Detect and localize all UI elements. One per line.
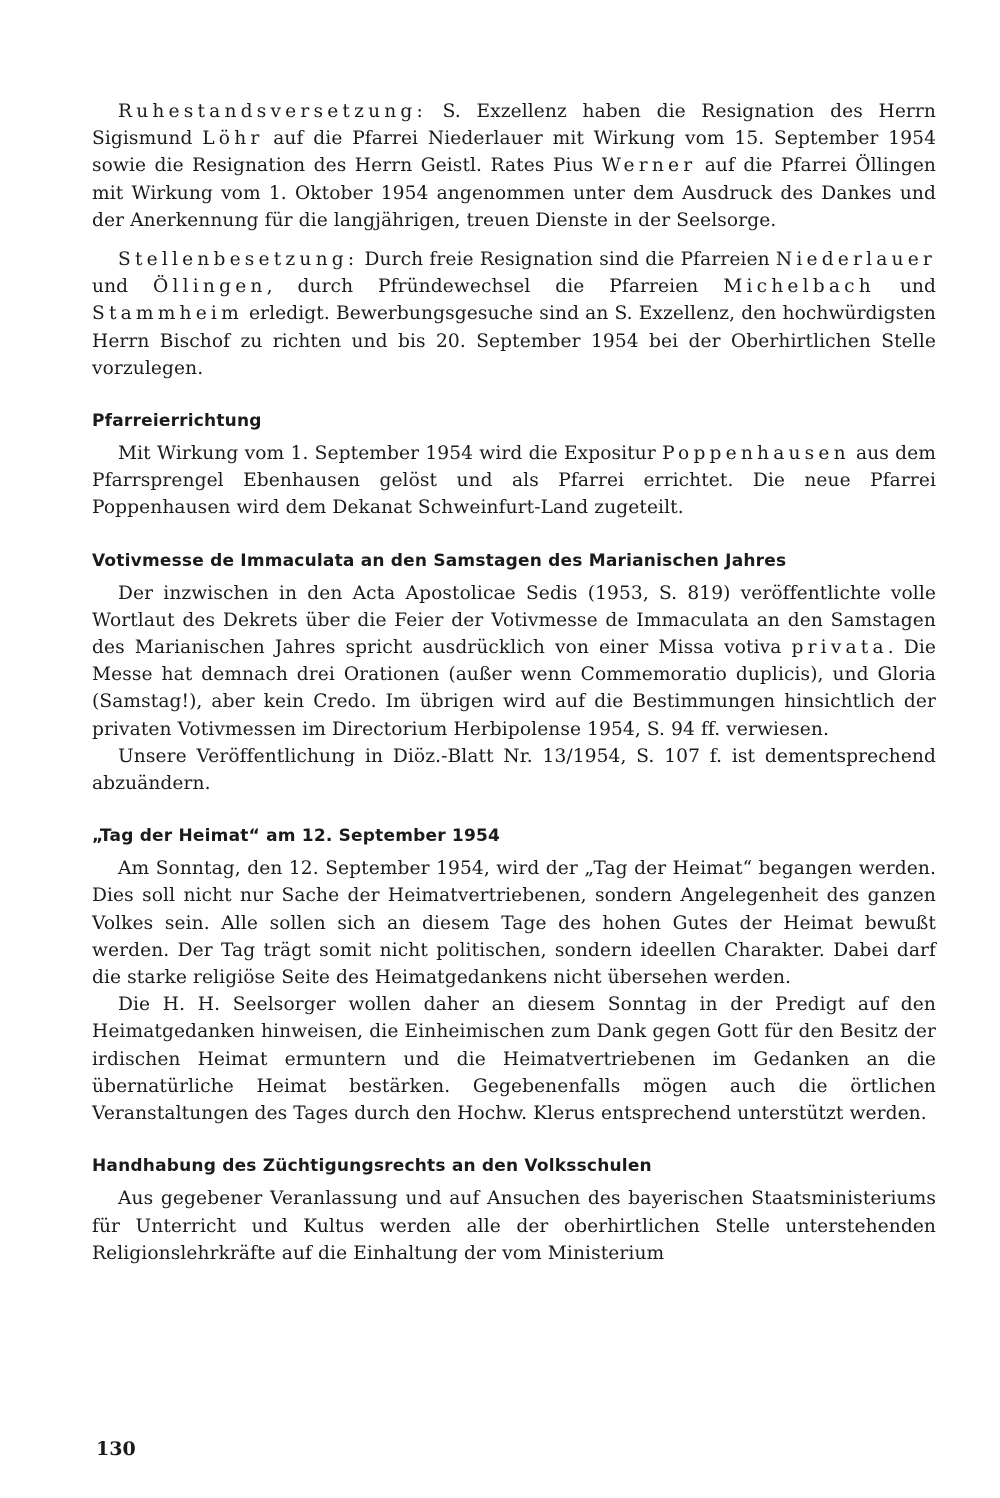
paragraph-text: S. Exzellenz haben die Resignation des Herrn Sigismund xyxy=(92,101,936,150)
spaced-place: Poppenhausen xyxy=(662,443,850,465)
spaced-place: Öllingen xyxy=(153,276,267,298)
heading-zuechtigungsrecht: Handhabung des Züchtigungsrechts an den Volksschulen xyxy=(92,1156,652,1177)
paragraph-text: Mit Wirkung vom 1. September 1954 wird die Expositur xyxy=(118,443,663,465)
spaced-place: Stammheim xyxy=(92,303,243,325)
page-number: 130 xyxy=(96,1438,136,1460)
spaced-place: Niederlauer xyxy=(775,249,936,271)
paragraph-ruhestandsversetzung xyxy=(92,98,936,234)
paragraph-text: auf die Pfarrei Öllingen mit Wirkung vom 1. Oktober 1954 angenommen unter dem Ausdruck des Dankes und der Anerkennung für die langjährigen, treuen Dienste in der Seelsorge. xyxy=(92,155,936,231)
paragraph-text: Der inzwischen in den Acta Apostolicae Sedis (1953, S. 819) veröffentlichte volle Wortlaut des Dekrets über die Feier der Votivmesse de Immaculata an den Samstagen des Marianischen Jahres spricht ausdrücklich von einer Missa votiva xyxy=(92,582,936,659)
paragraph-text: . Die Messe hat demnach drei Orationen (außer wenn Commemoratio duplicis), und Gloria (Samstag!), aber kein Credo. Im übrigen wird auf die Bestimmungen hinsichtlich der privaten Votivmessen im Directorium Herbipolense 1954, S. 94 ff. verwiesen. xyxy=(92,637,937,740)
paragraph-votivmesse-correction: Unsere Veröffentlichung in Diöz.-Blatt Nr. 13/1954, S. 107 f. ist dementsprechend abzuändern. xyxy=(92,745,936,795)
paragraph-text: auf die Pfarrei Niederlauer mit Wirkung vom 15. September 1954 sowie die Resignation des Herrn Geistl. Rates Pius xyxy=(92,128,936,177)
spaced-label: Stellenbesetzung: xyxy=(118,249,359,271)
heading-votivmesse: Votivmesse de Immaculata an den Samstagen des Marianischen Jahres xyxy=(92,550,787,571)
spaced-place: Michelbach xyxy=(723,276,875,298)
paragraph-text: , durch Pfründewechsel die Pfarreien xyxy=(266,276,724,298)
spaced-name: Löhr xyxy=(202,128,264,150)
heading-tag-der-heimat: „Tag der Heimat“ am 12. September 1954 xyxy=(92,826,501,847)
heading-pfarreierrichtung: Pfarreierrichtung xyxy=(92,411,262,432)
paragraph-text: und xyxy=(92,276,154,298)
paragraph-votivmesse xyxy=(92,580,936,743)
spaced-label: Ruhestandsversetzung: xyxy=(118,101,428,122)
document-page xyxy=(92,98,936,1267)
paragraph-seelsorger: Die H. H. Seelsorger wollen daher an diesem Sonntag in der Predigt auf den Heimatgedanken hinweisen, die Einheimischen zum Dank gegen Gott für den Besitz der irdischen Heimat ermuntern und die Heimatvertriebenen im Gedanken an die übernatürliche Heimat bestärken. Gegebenenfalls mögen auch die örtlichen Veranstaltungen des Tages durch den Hochw. Klerus entsprechend unterstützt werden. xyxy=(92,994,936,1125)
spaced-name: Werner xyxy=(601,155,697,177)
paragraph-tag-der-heimat: Am Sonntag, den 12. September 1954, wird der „Tag der Heimat“ begangen werden. Dies soll nicht nur Sache der Heimatvertriebenen, sondern Angelegenheit des ganzen Volkes sein. Alle sollen sich an diesem Tage des hohen Gutes der Heimat bewußt werden. Der Tag trägt somit nicht politischen, sondern ideellen Charakter. Dabei darf die starke religiöse Seite des Heimatgedankens nicht übersehen werden. xyxy=(92,858,936,989)
spaced-word: privata xyxy=(791,637,888,659)
paragraph-stellenbesetzung xyxy=(92,246,936,382)
paragraph-text: aus dem Pfarrsprengel Ebenhausen gelöst und als Pfarrei errichtet. Die neue Pfarrei Poppenhausen wird dem Dekanat Schweinfurt-Land zugeteilt. xyxy=(92,443,936,519)
paragraph-text: erledigt. Bewerbungsgesuche sind an S. Exzellenz, den hochwürdigsten Herrn Bischof zu richten und bis 20. September 1954 bei der Oberhirtlichen Stelle vorzulegen. xyxy=(92,303,936,379)
paragraph-pfarreierrichtung xyxy=(92,440,936,522)
paragraph-zuechtigungsrecht: Aus gegebener Veranlassung und auf Ansuchen des bayerischen Staatsministeriums für Unterricht und Kultus werden alle der oberhirtlichen Stelle unterstehenden Religionslehrkräfte auf die Einhaltung der vom Ministerium xyxy=(92,1188,936,1264)
paragraph-text: und xyxy=(874,276,936,298)
paragraph-text: Durch freie Resignation sind die Pfarreien xyxy=(358,249,776,271)
